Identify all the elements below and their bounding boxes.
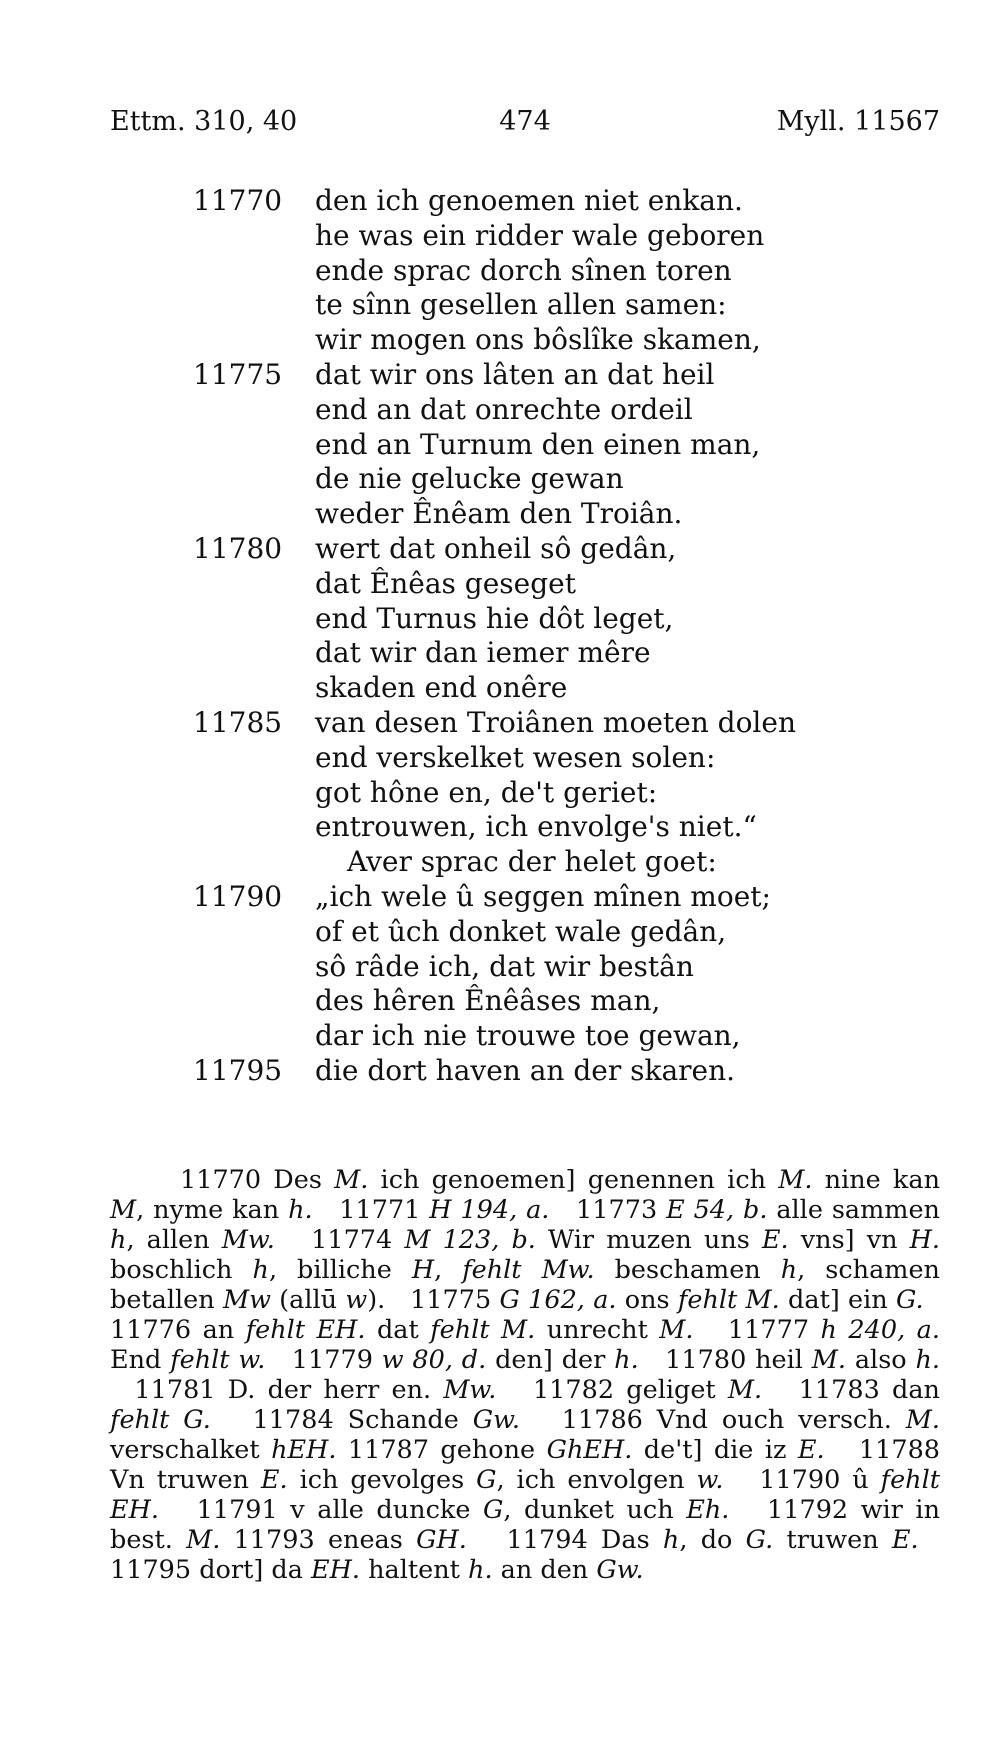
verse-text: he was ein ridder wale geboren [315, 218, 765, 252]
verse-line [0, 358, 1000, 393]
verse-line [0, 184, 1000, 219]
verse-text: end an dat onrechte ordeil [315, 392, 693, 426]
verse-line [0, 671, 1000, 706]
verse-line [0, 706, 1000, 741]
verse-line [0, 602, 1000, 637]
verse-text: Aver sprac der helet goet: [347, 845, 717, 879]
verse-text: den ich genoemen niet enkan. [315, 184, 743, 217]
verse-text: die dort haven an der skaren. [315, 1053, 736, 1087]
verse-line [0, 288, 1000, 323]
verse-text: dat wir dan iemer mêre [315, 636, 651, 670]
verse-number: 11785 [193, 705, 283, 739]
verse-number: 11770 [193, 184, 283, 217]
verse-text: of et ûch donket wale gedân, [315, 914, 727, 948]
verse-line [0, 393, 1000, 428]
verse-text: dat Ênêas geseget [315, 566, 576, 600]
critical-apparatus [110, 1165, 940, 1585]
running-header [110, 106, 940, 142]
verse-text: weder Ênêam den Troiân. [315, 497, 683, 531]
verse-line [0, 984, 1000, 1019]
verse-line [0, 219, 1000, 254]
header-left-reference: Ettm. 310, 40 [110, 106, 298, 137]
verse-text: end Turnus hie dôt leget, [315, 601, 674, 635]
verse-text: dat wir ons lâten an dat heil [315, 357, 715, 391]
verse-line [0, 845, 1000, 880]
verse-line [0, 1054, 1000, 1089]
verse-number: 11795 [193, 1053, 283, 1087]
verse-line [0, 1019, 1000, 1054]
verse-line [0, 428, 1000, 463]
verse-line [0, 950, 1000, 985]
verse-text: dar ich nie trouwe toe gewan, [315, 1019, 741, 1053]
verse-text: ende sprac dorch sînen toren [315, 253, 732, 287]
verse-number: 11790 [193, 879, 283, 913]
verse-text: sô râde ich, dat wir bestân [315, 949, 694, 983]
verse-text: van desen Troiânen moeten dolen [315, 705, 796, 739]
verse-block [0, 184, 1000, 1089]
verse-text: got hône en, de't geriet: [315, 775, 658, 809]
verse-text: wert dat onheil sô gedân, [315, 531, 677, 565]
verse-text: end verskelket wesen solen: [315, 740, 716, 774]
verse-text: end an Turnum den einen man, [315, 427, 761, 461]
verse-line [0, 810, 1000, 845]
apparatus-text: 11770 Des M. ich genoemen] genennen ich M. nine kan M, nyme kan h. 11771 H 194, a. 11773 E 54, b. alle sammen h, allen Mw. 11774 M 123, b. Wir muzen uns E. vns] vn H. boschlich h, billiche H, fehlt Mw. beschamen h, schamen betallen Mw (allū w). 11775 G 162, a. ons fehlt M. dat] ein G. 11776 an fehlt EH. dat fehlt M. unrecht M. 11777 h 240, a. End fehlt w. 11779 w 80, d. den] der h. 11780 heil M. also h. 11781 D. der herr en. Mw. 11782 geliget M. 11783 dan fehlt G. 11784 Schande Gw. 11786 Vnd ouch versch. M. verschalket hEH. 11787 gehone GhEH. de't] die iz E. 11788 Vn truwen E. ich gevolges G, ich envolgen w. 11790 û fehlt EH. 11791 v alle duncke G, dunket uch Eh. 11792 wir in best. M. 11793 eneas GH. 11794 Das h, do G. truwen E. 11795 dort] da EH. haltent h. an den Gw. [110, 1165, 941, 1585]
verse-line [0, 254, 1000, 289]
verse-text: de nie gelucke gewan [315, 462, 624, 496]
verse-text: skaden end onêre [315, 671, 568, 705]
verse-line [0, 915, 1000, 950]
verse-text: „ich wele û seggen mînen moet; [315, 879, 771, 913]
header-right-reference: Myll. 11567 [776, 106, 940, 137]
page-number: 474 [499, 106, 551, 137]
verse-line [0, 741, 1000, 776]
verse-line [0, 497, 1000, 532]
verse-text: entrouwen, ich envolge's niet.“ [315, 810, 757, 844]
verse-line [0, 880, 1000, 915]
verse-line [0, 462, 1000, 497]
verse-text: te sînn gesellen allen samen: [315, 288, 727, 322]
verse-number: 11775 [193, 357, 283, 391]
verse-line [0, 636, 1000, 671]
verse-line [0, 776, 1000, 811]
verse-number: 11780 [193, 531, 283, 565]
verse-text: wir mogen ons bôslîke skamen, [315, 323, 761, 357]
verse-line [0, 532, 1000, 567]
verse-line [0, 567, 1000, 602]
verse-text: des hêren Ênêâses man, [315, 984, 661, 1018]
verse-line [0, 323, 1000, 358]
